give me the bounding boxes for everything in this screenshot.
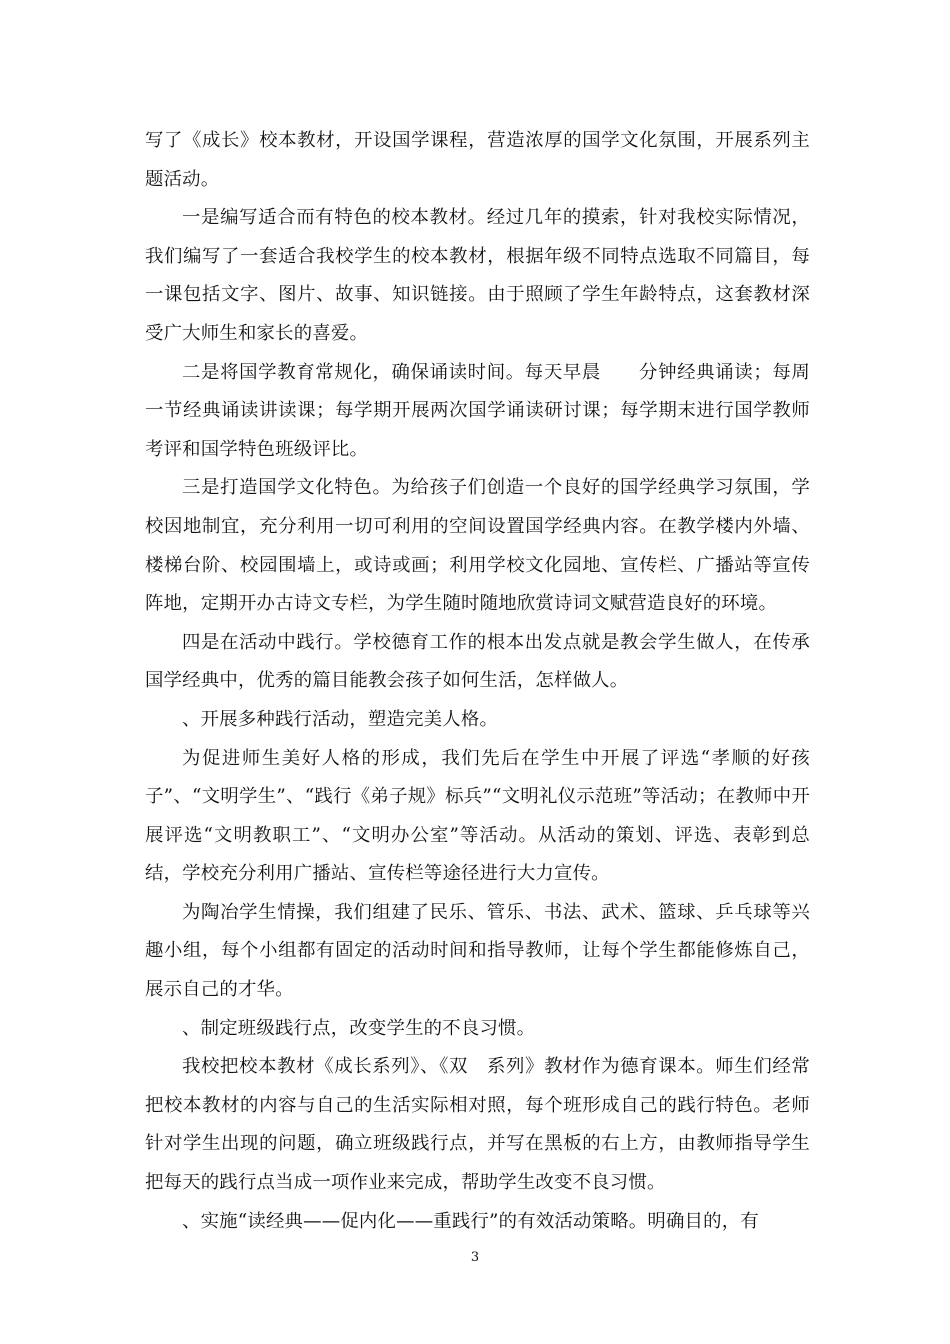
paragraph-culture: 三是打造国学文化特色。为给孩子们创造一个良好的国学经典学习氛围，学校因地制宜，充分利用一切可利用的空间设置国学经典内容。在教学楼内外墙、楼梯台阶、校园围墙上，或诗或画；利用学校文化园地、宣传栏、广播站等宣传阵地，定期开办古诗文专栏，为学生随时随地欣赏诗词文赋营造良好的环境。 xyxy=(145,477,810,615)
paragraph-continuation: 写了《成长》校本教材，开设国学课程，营造浓厚的国学文化氛围，开展系列主题活动。 xyxy=(145,130,810,190)
paragraph-routine: 二是将国学教育常规化，确保诵读时间。每天早晨 分钟经典诵读；每周一节经典诵读讲读课；每学期开展两次国学诵读研讨课；每学期末进行国学教师考评和国学特色班级评比。 xyxy=(145,361,810,460)
paragraph-strategy: 、实施“读经典——促内化——重践行”的有效活动策略。明确目的，有 xyxy=(182,1210,759,1232)
paragraph-interest-groups: 为陶冶学生情操，我们组建了民乐、管乐、书法、武术、篮球、乒乓球等兴趣小组，每个小组都有固定的活动时间和指导教师，让每个学生都能修炼自己，展示自己的才华。 xyxy=(145,901,810,1001)
paragraph-practice: 四是在活动中践行。学校德育工作的根本出发点就是教会学生做人，在传承国学经典中，优秀的篇目能教会孩子如何生活，怎样做人。 xyxy=(145,631,810,692)
body-text xyxy=(145,122,810,1241)
subheading-activities: 、开展多种践行活动，塑造完美人格。 xyxy=(182,708,499,730)
paragraph-textbook: 一是编写适合而有特色的校本教材。经过几年的摸索，针对我校实际情况，我们编写了一套适合我校学生的校本教材，根据年级不同特点选取不同篇目，每一课包括文字、图片、故事、知识链接。由于照顾了学生年龄特点，这套教材深受广大师生和家长的喜爱。 xyxy=(145,207,810,344)
page-number: 3 xyxy=(470,1250,480,1265)
paragraph-class-points: 我校把校本教材《成长系列》、《双 系列》教材作为德育课本。师生们经常把校本教材的内容与自己的生活实际相对照，每个班形成自己的践行特色。老师针对学生出现的问题，确立班级践行点，并写在黑板的右上方，由教师指导学生把每天的践行点当成一项作业来完成，帮助学生改变不良习惯。 xyxy=(145,1056,810,1194)
paragraph-personality: 为促进师生美好人格的形成，我们先后在学生中开展了评选“孝顺的好孩子”、“文明学生”、“践行《弟子规》标兵”“文明礼仪示范班”等活动；在教师中开展评选“文明教职工”、“文明办公室”等活动。从活动的策划、评选、表彰到总结，学校充分利用广播站、宣传栏等途径进行大力宣传。 xyxy=(145,747,810,885)
subheading-class-points: 、制定班级践行点，改变学生的不良习惯。 xyxy=(182,1017,536,1039)
